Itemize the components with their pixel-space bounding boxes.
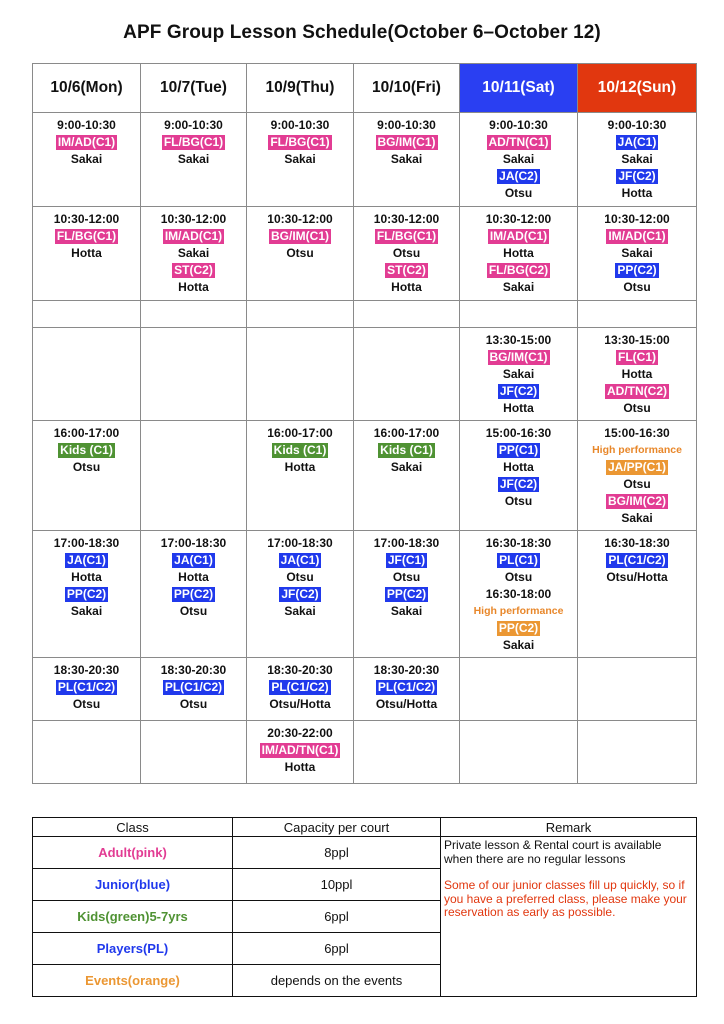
class-tag: PL(C1/C2) — [377, 679, 436, 694]
class-tag: FL/BG(C1) — [270, 134, 330, 149]
class-tag: IM/AD/TN(C1) — [261, 742, 339, 757]
class-tag: Kids (C1) — [273, 442, 327, 457]
coach-name: Otsu — [623, 400, 651, 415]
schedule-cell-thu — [247, 328, 354, 421]
coach-name: Otsu — [504, 569, 533, 584]
class-tag: BG/IM(C1) — [271, 228, 329, 243]
schedule-cell-fri — [354, 328, 460, 421]
schedule-cell-tue — [141, 721, 247, 784]
day-header-mon: 10/6(Mon) — [33, 64, 141, 113]
schedule-cell-tue — [141, 658, 247, 721]
coach-name: Sakai — [502, 637, 535, 652]
schedule-cell-tue — [141, 207, 247, 301]
class-tag: JA(C1) — [617, 134, 657, 149]
coach-name: Otsu — [504, 185, 533, 200]
coach-name: Hotta — [621, 366, 653, 381]
schedule-cell-sun — [578, 113, 697, 207]
legend-remark — [441, 837, 697, 997]
schedule-cell-mon — [33, 721, 141, 784]
class-tag: FL/BG(C1) — [376, 228, 437, 243]
schedule-cell-tue — [141, 113, 247, 207]
lesson-time: 17:00-18:30 — [160, 536, 227, 550]
coach-name: Otsu — [72, 696, 101, 711]
schedule-cell-thu — [247, 301, 354, 328]
coach-name: Sakai — [621, 510, 653, 525]
remark-warning: Some of our junior classes fill up quickly, so if you have a preferred class, please make your reservation as early as possible. — [444, 878, 687, 920]
legend-class-adult: Adult(pink) — [33, 837, 233, 869]
coach-name: Sakai — [177, 245, 210, 260]
schedule-cell-fri — [354, 113, 460, 207]
coach-name: Hotta — [71, 569, 102, 584]
schedule-cell-fri — [354, 421, 460, 531]
coach-name: Sakai — [284, 603, 316, 618]
lesson-time: 16:30-18:00 — [485, 586, 552, 601]
legend-capacity-events: depends on the events — [233, 965, 441, 997]
class-tag: PL(C1) — [499, 552, 538, 567]
class-tag: PL(C1/C2) — [57, 679, 116, 694]
class-tag: IM/AD(C1) — [608, 228, 666, 243]
schedule-cell-sun — [578, 421, 697, 531]
lesson-time: 9:00-10:30 — [489, 118, 548, 132]
schedule-cell-sat — [460, 301, 578, 328]
lesson-time: 9:00-10:30 — [57, 118, 116, 132]
coach-name: Sakai — [70, 603, 103, 618]
day-header-sat: 10/11(Sat) — [460, 64, 578, 113]
class-tag: FL/BG(C1) — [56, 228, 117, 243]
coach-name: Hotta — [178, 569, 209, 584]
schedule-cell-tue — [141, 421, 247, 531]
schedule-row — [33, 421, 697, 531]
page-title: APF Group Lesson Schedule(October 6–October 12) — [123, 22, 601, 43]
class-tag: IM/AD(C1) — [164, 228, 223, 243]
day-header-thu: 10/9(Thu) — [247, 64, 354, 113]
coach-name: Sakai — [284, 151, 316, 166]
class-tag: JF(C2) — [499, 383, 538, 398]
schedule-row — [33, 328, 697, 421]
lesson-time: 17:00-18:30 — [53, 536, 120, 550]
coach-name: Hotta — [284, 459, 316, 474]
lesson-time: 16:00-17:00 — [267, 426, 333, 440]
lesson-time: 15:00-16:30 — [604, 426, 670, 440]
schedule-cell-sat — [460, 113, 578, 207]
class-tag: BG/IM(C1) — [377, 134, 436, 149]
legend-table — [32, 817, 697, 997]
class-tag: JF(C2) — [618, 168, 656, 183]
coach-name: Otsu — [179, 603, 208, 618]
lesson-note: High performance — [473, 604, 564, 617]
legend-class-events: Events(orange) — [33, 965, 233, 997]
schedule-cell-sun — [578, 658, 697, 721]
class-tag: AD/TN(C1) — [488, 134, 549, 149]
class-tag: FL(C1) — [618, 349, 656, 364]
lesson-time: 16:00-17:00 — [53, 426, 120, 440]
lesson-time: 9:00-10:30 — [377, 118, 436, 132]
schedule-cell-sun — [578, 721, 697, 784]
day-header-tue: 10/7(Tue) — [141, 64, 247, 113]
schedule-cell-fri — [354, 721, 460, 784]
class-tag: Kids (C1) — [60, 442, 113, 457]
coach-name: Otsu — [504, 493, 533, 508]
coach-name: Hotta — [503, 459, 534, 474]
legend-capacity-adult: 8ppl — [233, 837, 441, 869]
coach-name: Otsu — [392, 569, 421, 584]
class-tag: PP(C2) — [386, 586, 427, 601]
lesson-time: 16:00-17:00 — [373, 426, 440, 440]
class-tag: Kids (C1) — [380, 442, 433, 457]
schedule-cell-mon — [33, 531, 141, 658]
schedule-row — [33, 658, 697, 721]
class-tag: PL(C1/C2) — [164, 679, 223, 694]
legend-header-remark: Remark — [441, 818, 697, 837]
legend-capacity-players: 6ppl — [233, 933, 441, 965]
day-header-fri: 10/10(Fri) — [354, 64, 460, 113]
schedule-cell-sat — [460, 328, 578, 421]
schedule-row — [33, 207, 697, 301]
coach-name: Hotta — [503, 245, 534, 260]
class-tag: PP(C2) — [173, 586, 214, 601]
coach-name: Otsu — [623, 279, 651, 294]
legend-header-class: Class — [33, 818, 233, 837]
schedule-cell-fri — [354, 301, 460, 328]
schedule-cell-sat — [460, 721, 578, 784]
class-tag: ST(C2) — [387, 262, 426, 277]
class-tag: IM/AD(C1) — [57, 134, 116, 149]
legend-capacity-kids: 6ppl — [233, 901, 441, 933]
class-tag: JA(C2) — [499, 168, 538, 183]
lesson-time: 18:30-20:30 — [53, 663, 120, 677]
class-tag: PL(C1/C2) — [608, 552, 666, 567]
schedule-cell-tue — [141, 531, 247, 658]
schedule-table — [32, 63, 697, 784]
schedule-cell-thu — [247, 113, 354, 207]
coach-name: Sakai — [621, 151, 653, 166]
lesson-time: 20:30-22:00 — [267, 726, 333, 740]
coach-name: Sakai — [390, 603, 423, 618]
lesson-time: 17:00-18:30 — [267, 536, 333, 550]
coach-name: Sakai — [390, 459, 423, 474]
lesson-time: 9:00-10:30 — [607, 118, 667, 132]
schedule-cell-mon — [33, 207, 141, 301]
lesson-time: 16:30-18:30 — [485, 536, 552, 550]
lesson-time: 9:00-10:30 — [164, 118, 223, 132]
legend-header-capacity: Capacity per court — [233, 818, 441, 837]
coach-name: Sakai — [621, 245, 653, 260]
lesson-time: 10:30-12:00 — [485, 212, 552, 226]
coach-name: Hotta — [503, 400, 534, 415]
schedule-cell-fri — [354, 531, 460, 658]
class-tag: PP(C2) — [498, 620, 539, 635]
coach-name: Otsu — [392, 245, 421, 260]
class-tag: BG/IM(C2) — [608, 493, 666, 508]
class-tag: BG/IM(C1) — [489, 349, 548, 364]
coach-name: Hotta — [284, 759, 316, 774]
lesson-time: 18:30-20:30 — [373, 663, 440, 677]
lesson-time: 10:30-12:00 — [53, 212, 120, 226]
schedule-cell-mon — [33, 301, 141, 328]
schedule-cell-sun — [578, 531, 697, 658]
lesson-time: 10:30-12:00 — [160, 212, 227, 226]
schedule-row — [33, 531, 697, 658]
coach-name: Otsu — [286, 569, 314, 584]
lesson-time: 17:00-18:30 — [373, 536, 440, 550]
lesson-time: 9:00-10:30 — [270, 118, 330, 132]
schedule-cell-sat — [460, 421, 578, 531]
coach-name: Sakai — [177, 151, 210, 166]
coach-name: Sakai — [502, 279, 535, 294]
coach-name: Sakai — [70, 151, 103, 166]
lesson-time: 13:30-15:00 — [485, 333, 552, 347]
schedule-cell-sat — [460, 207, 578, 301]
schedule-cell-mon — [33, 328, 141, 421]
class-tag: JA/PP(C1) — [607, 459, 666, 474]
schedule-cell-sun — [578, 301, 697, 328]
schedule-cell-sat — [460, 658, 578, 721]
coach-name: Otsu/Hotta — [375, 696, 438, 711]
class-tag: PP(C2) — [617, 262, 657, 277]
lesson-time: 16:30-18:30 — [604, 536, 670, 550]
class-tag: PL(C1/C2) — [271, 679, 329, 694]
schedule-cell-fri — [354, 207, 460, 301]
legend-row — [33, 837, 697, 869]
schedule-row — [33, 721, 697, 784]
schedule-cell-thu — [247, 658, 354, 721]
lesson-time: 18:30-20:30 — [160, 663, 227, 677]
legend-header-row — [33, 818, 697, 837]
schedule-cell-sat — [460, 531, 578, 658]
coach-name: Hotta — [391, 279, 422, 294]
class-tag: ST(C2) — [174, 262, 213, 277]
schedule-cell-mon — [33, 421, 141, 531]
coach-name: Sakai — [502, 366, 535, 381]
schedule-body — [33, 113, 697, 784]
coach-name: Otsu — [72, 459, 101, 474]
schedule-cell-mon — [33, 113, 141, 207]
lesson-note: High performance — [592, 443, 682, 456]
coach-name: Hotta — [71, 245, 102, 260]
class-tag: FL/BG(C2) — [488, 262, 549, 277]
coach-name: Otsu — [286, 245, 314, 260]
schedule-cell-mon — [33, 658, 141, 721]
legend-class-junior: Junior(blue) — [33, 869, 233, 901]
lesson-time: 10:30-12:00 — [373, 212, 440, 226]
schedule-row — [33, 113, 697, 207]
legend-capacity-junior: 10ppl — [233, 869, 441, 901]
schedule-cell-thu — [247, 421, 354, 531]
class-tag: FL/BG(C1) — [163, 134, 224, 149]
class-tag: JF(C2) — [281, 586, 319, 601]
day-header-sun: 10/12(Sun) — [578, 64, 697, 113]
class-tag: PP(C2) — [66, 586, 107, 601]
schedule-cell-sun — [578, 207, 697, 301]
schedule-row — [33, 301, 697, 328]
legend-class-kids: Kids(green)5-7yrs — [33, 901, 233, 933]
coach-name: Otsu — [623, 476, 651, 491]
schedule-cell-fri — [354, 658, 460, 721]
schedule-header-row — [33, 64, 697, 113]
coach-name: Sakai — [502, 151, 535, 166]
lesson-time: 10:30-12:00 — [267, 212, 333, 226]
class-tag: JA(C1) — [280, 552, 320, 567]
coach-name: Otsu — [179, 696, 208, 711]
lesson-time: 10:30-12:00 — [604, 212, 670, 226]
class-tag: PP(C1) — [498, 442, 539, 457]
schedule-cell-thu — [247, 531, 354, 658]
schedule-cell-thu — [247, 207, 354, 301]
coach-name: Otsu/Hotta — [606, 569, 668, 584]
class-tag: AD/TN(C2) — [607, 383, 667, 398]
coach-name: Otsu/Hotta — [269, 696, 331, 711]
schedule-cell-tue — [141, 328, 247, 421]
coach-name: Hotta — [621, 185, 653, 200]
coach-name: Sakai — [390, 151, 423, 166]
schedule-cell-tue — [141, 301, 247, 328]
lesson-time: 13:30-15:00 — [604, 333, 670, 347]
schedule-cell-thu — [247, 721, 354, 784]
lesson-time: 18:30-20:30 — [267, 663, 333, 677]
lesson-time: 15:00-16:30 — [485, 426, 552, 440]
coach-name: Hotta — [178, 279, 209, 294]
remark-main: Private lesson & Rental court is available when there are no regular lessons — [444, 838, 662, 866]
legend-class-players: Players(PL) — [33, 933, 233, 965]
class-tag: JA(C1) — [174, 552, 213, 567]
schedule-cell-sun — [578, 328, 697, 421]
class-tag: IM/AD(C1) — [489, 228, 548, 243]
class-tag: JF(C2) — [499, 476, 538, 491]
class-tag: JF(C1) — [387, 552, 426, 567]
class-tag: JA(C1) — [67, 552, 106, 567]
